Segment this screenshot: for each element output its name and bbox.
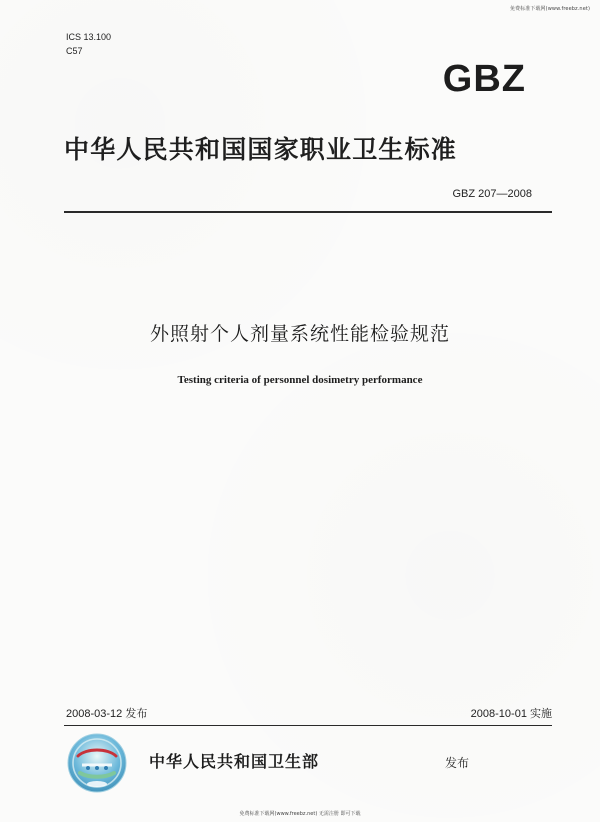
top-divider <box>64 211 552 213</box>
standard-type-heading: 中华人民共和国国家职业卫生标准 <box>64 135 458 164</box>
ics-code: ICS 13.100 <box>66 32 112 42</box>
issuer-suffix: 发布 <box>445 756 470 770</box>
classification-block <box>66 30 111 58</box>
bottom-divider <box>64 725 552 726</box>
publisher-seal-icon <box>64 730 130 796</box>
issuing-authority: 中华人民共和国卫生部 <box>149 752 320 771</box>
issue-date: 2008-03-12 发布 <box>66 708 148 720</box>
bottom-watermark: 免费标准下载网(www.freebz.net) 无需注册 即可下载 <box>239 811 361 817</box>
top-watermark: 免费标准下载网(www.freebz.net) <box>509 6 590 12</box>
document-title-cn: 外照射个人剂量系统性能检验规范 <box>149 323 450 345</box>
implementation-date: 2008-10-01 实施 <box>470 708 552 720</box>
standard-number: GBZ 207—2008 <box>452 188 532 200</box>
gbz-logo: GBZ <box>442 58 526 100</box>
document-title-en: Testing criteria of personnel dosimetry performance <box>177 374 423 386</box>
ccs-code: C57 <box>66 46 83 56</box>
